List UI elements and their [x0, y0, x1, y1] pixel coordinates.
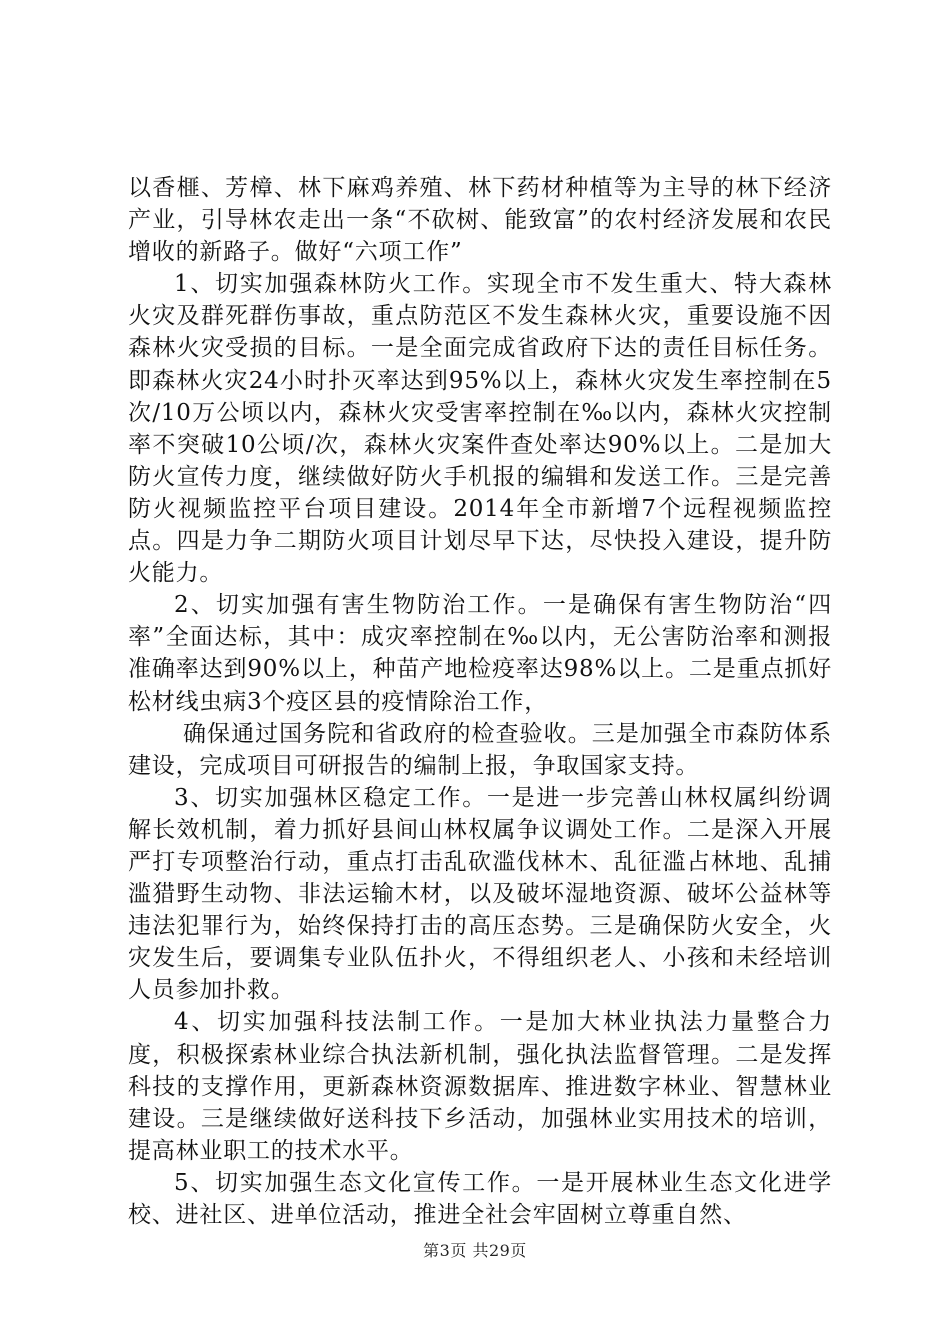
paragraph-pest-control-continued: 确保通过国务院和省政府的检查验收。三是加强全市森防体系建设，完成项目可研报告的编制上报，争取国家支持。	[128, 720, 832, 779]
paragraph-pest-control: 2、切实加强有害生物防治工作。一是确保有害生物防治“四率”全面达标，其中：成灾率控制在‰以内，无公害防治率和测报准确率达到90%以上，种苗产地检疫率达98%以上。二是重点抓好松材线虫病3个疫区县的疫情除治工作，	[128, 592, 832, 715]
page-number-footer: 第3页 共29页	[423, 1241, 527, 1260]
document-body	[128, 172, 832, 1231]
paragraph-intro: 以香榧、芳樟、林下麻鸡养殖、林下药材种植等为主导的林下经济产业，引导林农走出一条“不砍树、能致富”的农村经济发展和农民增收的新路子。做好“六项工作”	[128, 175, 832, 266]
paragraph-eco-culture: 5、切实加强生态文化宣传工作。一是开展林业生态文化进学校、进社区、进单位活动，推进全社会牢固树立尊重自然、	[128, 1169, 832, 1228]
paragraph-fire-prevention: 1、切实加强森林防火工作。实现全市不发生重大、特大森林火灾及群死群伤事故，重点防范区不发生森林火灾，重要设施不因森林火灾受损的目标。一是全面完成省政府下达的责任目标任务。即森林火灾24小时扑灭率达到95%以上，森林火灾发生率控制在5次/10万公顷以内，森林火灾受害率控制在‰以内，森林火灾控制率不突破10公顷/次，森林火灾案件查处率达90%以上。二是加大防火宣传力度，继续做好防火手机报的编辑和发送工作。三是完善防火视频监控平台项目建设。2014年全市新增7个远程视频监控点。四是力争二期防火项目计划尽早下达，尽快投入建设，提升防火能力。	[128, 271, 832, 587]
paragraph-science-law: 4、切实加强科技法制工作。一是加大林业执法力量整合力度，积极探索林业综合执法新机制，强化执法监督管理。二是发挥科技的支撑作用，更新森林资源数据库、推进数字林业、智慧林业建设。三是继续做好送科技下乡活动，加强林业实用技术的培训，提高林业职工的技术水平。	[128, 1009, 832, 1164]
paragraph-forest-stability: 3、切实加强林区稳定工作。一是进一步完善山林权属纠纷调解长效机制，着力抓好县间山林权属争议调处工作。二是深入开展严打专项整治行动，重点打击乱砍滥伐林木、乱征滥占林地、乱捕滥猎野生动物、非法运输木材，以及破坏湿地资源、破坏公益林等违法犯罪行为，始终保持打击的高压态势。三是确保防火安全，火灾发生后，要调集专业队伍扑火，不得组织老人、小孩和未经培训人员参加扑救。	[128, 784, 832, 1004]
